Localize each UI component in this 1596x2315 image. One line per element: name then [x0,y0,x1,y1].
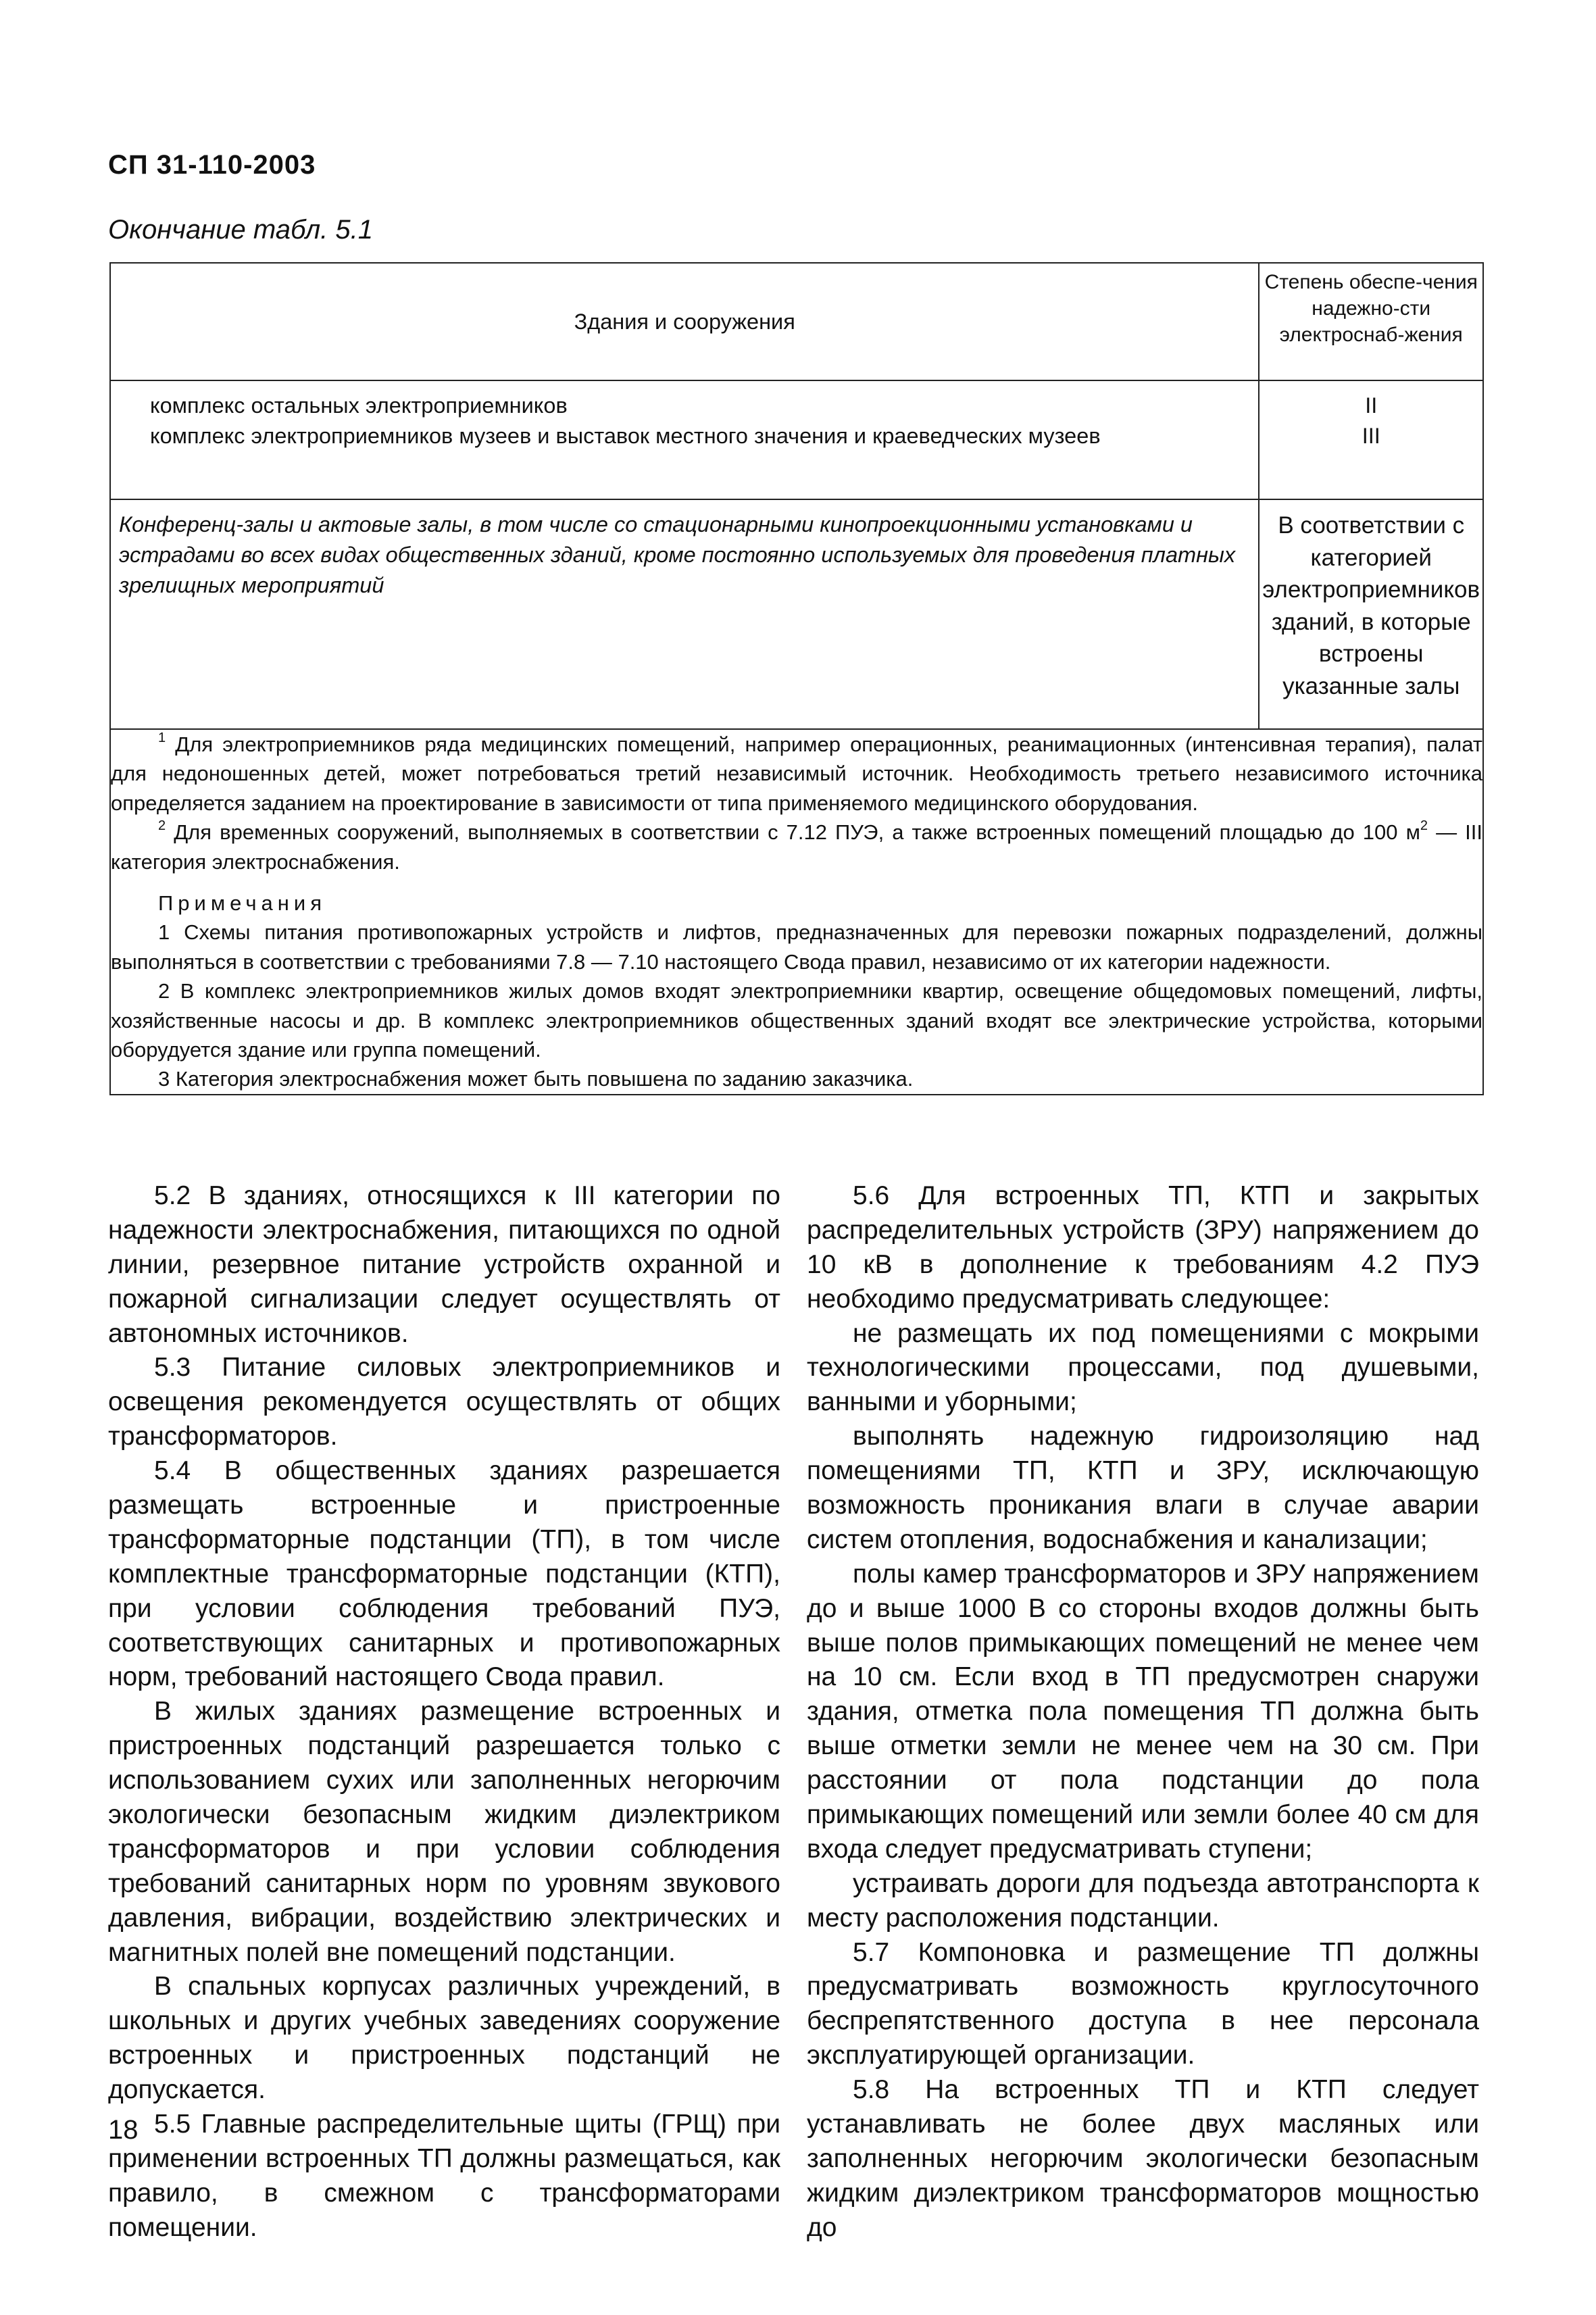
table-row [110,499,1483,729]
paragraph-5-3: 5.3 Питание силовых электроприемников и освещения рекомендуется осуществлять от общих трансформаторов. [108,1353,780,1451]
paragraph-5-6: 5.6 Для встроенных ТП, КТП и закрытых распределительных устройств (ЗРУ) напряжением до 10 кВ в дополнение к требованиям 4.2 ПУЭ необходимо предусматривать следующее: [807,1181,1479,1314]
paragraph: В спальных корпусах различных учреждений, в школьных и других учебных заведениях сооружение встроенных и пристроенных подстанций не допускается. [108,1972,780,2105]
table-caption: Окончание табл. 5.1 [108,215,373,245]
row-line: комплекс электроприемников музеев и выставок местного значения и краеведческих музеев [150,423,1101,448]
table-row [110,380,1483,499]
paragraph-5-4: 5.4 В общественных зданиях разрешается размещать встроенные и пристроенные трансформаторные подстанции (ТП), в том числе комплектные трансформаторные подстанции (КТП), при условии соблюдения требований ПУЭ, соответствующих санитарных и противопожарных норм, требований настоящего Свода правил. [108,1456,780,1692]
footnotes-cell [110,729,1483,1095]
table-5-1 [109,262,1484,1095]
note-1: 1 Схемы питания противопожарных устройств и лифтов, предназначенных для перевозки пожарных подразделений, должны выполняться в соответствии с требованиями 7.8 — 7.10 настоящего Свода правил, независимо от их категории надежности. [111,920,1482,974]
footnote-2 [111,818,1482,876]
list-item: устраивать дороги для подъезда автотранспорта к месту расположения подстанции. [807,1868,1479,1933]
superscript: 2 [1420,818,1428,834]
row-category [1259,380,1483,499]
header-buildings: Здания и сооружения [110,263,1259,380]
notes-title: Примечания [158,891,326,915]
table-header-row [110,263,1483,380]
row-category: В соответствии с категорией электроприемников зданий, в которые встроены указанные залы [1259,499,1483,729]
paragraph: В жилых зданиях размещение встроенных и пристроенных подстанций разрешается только с использованием сухих или заполненных негорючим экологически безопасным жидким диэлектриком трансформаторов и при условии соблюдения требований санитарных норм по уровням звукового давления, вибрации, воздействию электрических и магнитных полей вне помещений подстанции. [108,1697,780,1967]
category-value: II [1365,393,1378,418]
footnote-text: Для электроприемников ряда медицинских помещений, например операционных, реанимационных (интенсивная терапия), палат для недоношенных детей, может потребоваться третий независимый источник. Необходимость третьего независимого источника определяется заданием на проектирование в зависимости от типа применяемого медицинского оборудования. [111,732,1482,815]
left-column [108,1179,780,2245]
paragraph-5-8: 5.8 На встроенных ТП и КТП следует устанавливать не более двух масляных или заполненных негорючим экологически безопасным жидким диэлектриком трансформаторов мощностью до [807,2075,1479,2242]
row-description [110,380,1259,499]
paragraph-5-7: 5.7 Компоновка и размещение ТП должны предусматривать возможность круглосуточного беспрепятственного доступа в нее персонала эксплуатирующей организации. [807,1937,1479,2070]
list-item: не размещать их под помещениями с мокрыми технологическими процессами, под душевыми, ванными и уборными; [807,1318,1479,1417]
category-value: III [1362,423,1380,448]
list-item: выполнять надежную гидроизоляцию над помещениями ТП, КТП и ЗРУ, исключающую возможность проникания влаги в случае аварии систем отопления, водоснабжения и канализации; [807,1422,1479,1554]
footnote-mark: 2 [158,818,166,834]
note-3: 3 Категория электроснабжения может быть повышена по заданию заказчика. [158,1067,914,1091]
note-2: 2 В комплекс электроприемников жилых домов входят электроприемники квартир, освещение общедомовых помещений, лифты, хозяйственные насосы и др. В комплекс электроприемников общественных зданий входят все электрические устройства, которыми оборудуется здание или группа помещений. [111,979,1482,1062]
row-line: комплекс остальных электроприемников [150,393,568,418]
paragraph-5-5: 5.5 Главные распределительные щиты (ГРЩ) при применении встроенных ТП должны размещаться, как правило, в смежном с трансформаторами помещении. [108,2110,780,2242]
footnote-text: Для временных сооружений, выполняемых в соответствии с 7.12 ПУЭ, а также встроенных помещений площадью до 100 м [174,820,1420,845]
paragraph-5-2: 5.2 В зданиях, относящихся к III категории по надежности электроснабжения, питающихся по одной линии, резервное питание устройств охранной и пожарной сигнализации следует осуществлять от автономных источников. [108,1181,780,1348]
list-item: полы камер трансформаторов и ЗРУ напряжением до и выше 1000 В со стороны входов должны быть выше полов примыкающих помещений не менее чем на 10 см. Если вход в ТП предусмотрен снаружи здания, отметка пола помещения ТП должна быть выше отметки земли не менее чем на 30 см. При расстоянии от пола подстанции до пола примыкающих помещений или земли более 40 см для входа следует предусматривать ступени; [807,1559,1479,1864]
right-column [807,1179,1479,2245]
row-description: Конференц-залы и актовые залы, в том числе со стационарными кинопроекционными установками и эстрадами во всех видах общественных зданий, кроме постоянно используемых для проведения платных зрелищных мероприятий [110,499,1259,729]
footnote-text-end: — III категория электроснабжения. [111,820,1482,874]
page-number: 18 [108,2115,139,2145]
footnote-mark: 1 [158,730,166,745]
document-code: СП 31-110-2003 [108,150,316,180]
header-reliability: Степень обеспе-чения надежно-сти электроснаб-жения [1259,263,1483,380]
footnote-1 [111,730,1482,818]
footnotes-row [110,729,1483,1095]
